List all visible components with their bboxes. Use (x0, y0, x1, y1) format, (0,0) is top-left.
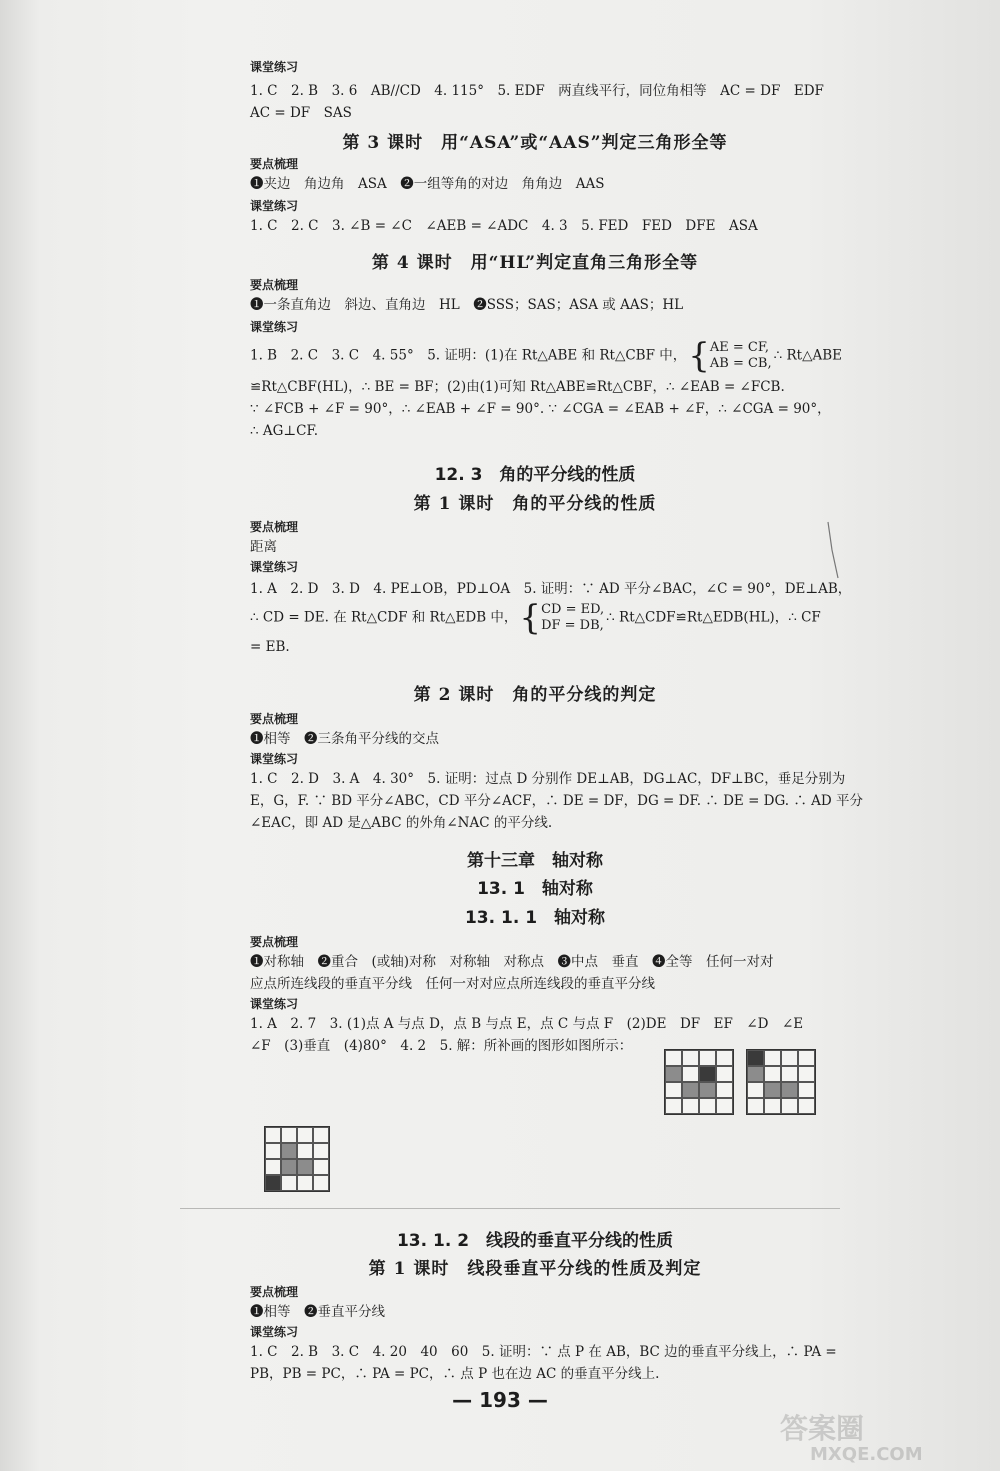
equation-brace: { CD = ED, DF = DB, (519, 598, 605, 638)
key-points-line: ❶一条直角边 斜边、直角边 HL ❷SSS；SAS；ASA 或 AAS；HL (250, 297, 684, 313)
lesson-title: 第 3 课时 用“ASA”或“AAS”判定三角形全等 (342, 133, 728, 153)
brace-row: CD = ED, (541, 602, 605, 617)
key-points-label: 要点梳理 (250, 935, 299, 949)
answer-line: ∵ ∠FCB + ∠F = 90°，∴ ∠EAB + ∠F = 90°. ∵ ∠CGA = ∠EAB + ∠F，∴ ∠CGA = 90°， (250, 401, 831, 417)
exercise-label: 课堂练习 (250, 199, 299, 213)
key-points-line: ❶对称轴 ❷重合 (或轴)对称 对称轴 对称点 ❸中点 垂直 ❹全等 任何一对对 (250, 954, 774, 970)
watermark-logo (770, 1408, 970, 1464)
answer-line (250, 600, 820, 636)
exercise-label: 课堂练习 (250, 1325, 299, 1339)
s123-lesson2-block (250, 710, 864, 834)
answer-line: 1. C 2. B 3. 6 AB//CD 4. 115° 5. EDF 两直线平行，同位角相等 AC = DF EDF (250, 83, 824, 99)
key-points-line: 应点所连线段的垂直平分线 任何一对对应点所连线段的垂直平分线 (250, 976, 655, 992)
key-points-label: 要点梳理 (250, 1285, 299, 1299)
answer-text: ∴ Rt△ABE (773, 347, 843, 364)
lesson-title: 第 4 课时 用“HL”判定直角三角形全等 (371, 253, 699, 273)
key-points-line: ❶夹边 角边角 ASA ❷一组等角的对边 角角边 AAS (250, 176, 605, 192)
p1-exercise-block (250, 58, 824, 124)
subsection-heading: 13. 1. 2 线段的垂直平分线的性质 (396, 1231, 674, 1251)
s123-lesson1-block (250, 518, 852, 658)
answer-line (250, 336, 843, 376)
section-heading: 13. 1 轴对称 (477, 879, 593, 899)
exercise-label: 课堂练习 (250, 997, 299, 1011)
answer-line: = EB. (250, 639, 290, 655)
scratch-mark (824, 520, 844, 580)
answer-line: ≌Rt△CBF(HL)，∴ BE = BF；(2)由(1)可知 Rt△ABE≌Rt△CBF，∴ ∠EAB = ∠FCB. (250, 379, 785, 395)
answer-line: 1. A 2. D 3. D 4. PE⊥OB，PD⊥OA 5. 证明：∵ AD 平分∠BAC，∠C = 90°，DE⊥AB， (250, 581, 852, 597)
s1312-block (250, 1283, 837, 1385)
answer-line: 1. C 2. C 3. ∠B = ∠C ∠AEB = ∠ADC 4. 3 5. FED FED DFE ASA (250, 218, 758, 234)
answer-line: ∴ AG⊥CF. (250, 423, 318, 439)
key-points-line: 距离 (250, 539, 277, 555)
watermark-text-bottom: MXQE.COM (810, 1444, 923, 1464)
grid-figure-1 (664, 1049, 734, 1115)
page-number: — 193 — (452, 1388, 548, 1412)
lesson-title: 第 1 课时 线段垂直平分线的性质及判定 (368, 1259, 702, 1279)
answer-line: AC = DF SAS (250, 105, 352, 121)
answer-text: ∴ CD = DE. 在 Rt△CDF 和 Rt△EDB 中， (250, 609, 518, 626)
exercise-label: 课堂练习 (250, 752, 299, 766)
answer-line: E，G，F. ∵ BD 平分∠ABC，CD 平分∠ACF，∴ DE = DF，DG = DF. ∴ DE = DG. ∴ AD 平分 (250, 793, 864, 809)
exercise-label: 课堂练习 (250, 320, 299, 334)
answer-line: ∠EAC，即 AD 是△ABC 的外角∠NAC 的平分线. (250, 815, 553, 831)
answer-text: ∴ Rt△CDF≌Rt△EDB(HL)，∴ CF (606, 609, 821, 626)
key-points-label: 要点梳理 (250, 520, 299, 534)
grid-figure-2 (746, 1049, 816, 1115)
lesson-title: 第 1 课时 角的平分线的性质 (413, 494, 657, 514)
subsection-heading: 13. 1. 1 轴对称 (464, 908, 606, 928)
equation-brace: { AE = CF, AB = CB, (688, 336, 772, 376)
key-points-label: 要点梳理 (250, 278, 299, 292)
answer-line: 1. A 2. 7 3. (1)点 A 与点 D，点 B 与点 E，点 C 与点 F (2)DE DF EF ∠D ∠E (250, 1016, 804, 1032)
key-points-label: 要点梳理 (250, 712, 299, 726)
section-heading: 12. 3 角的平分线的性质 (434, 465, 636, 485)
chapter-heading: 第十三章 轴对称 (467, 851, 603, 871)
divider (180, 1208, 840, 1209)
exercise-label: 课堂练习 (250, 60, 299, 74)
brace-row: AE = CF, (709, 340, 769, 355)
lesson-title: 第 2 课时 角的平分线的判定 (413, 685, 657, 705)
key-points-label: 要点梳理 (250, 157, 299, 171)
key-points-line: ❶相等 ❷垂直平分线 (250, 1304, 385, 1320)
answer-line: ∠F (3)垂直 (4)80° 4. 2 5. 解：所补画的图形如图所示： (250, 1038, 633, 1054)
answer-line: 1. C 2. D 3. A 4. 30° 5. 证明：过点 D 分别作 DE⊥AB，DG⊥AC，DF⊥BC，垂足分别为 (250, 771, 846, 787)
brace-row: DF = DB, (541, 618, 604, 633)
grid-figure-3 (264, 1126, 330, 1192)
brace-row: AB = CB, (709, 356, 772, 371)
lesson4-block (250, 276, 843, 442)
watermark-text-top: 答案圈 (780, 1412, 865, 1445)
key-points-line: ❶相等 ❷三条角平分线的交点 (250, 731, 439, 747)
lesson3-block (250, 155, 820, 237)
ch13-block (250, 933, 820, 1057)
answer-line: 1. C 2. B 3. C 4. 20 40 60 5. 证明：∵ 点 P 在 AB，BC 边的垂直平分线上，∴ PA = (250, 1344, 837, 1360)
answer-text: 1. B 2. C 3. C 4. 55° 5. 证明：(1)在 Rt△ABE 和 Rt△CBF 中， (250, 347, 687, 364)
answer-line: PB，PB = PC，∴ PA = PC，∴ 点 P 也在边 AC 的垂直平分线上. (250, 1366, 660, 1382)
exercise-label: 课堂练习 (250, 560, 299, 574)
